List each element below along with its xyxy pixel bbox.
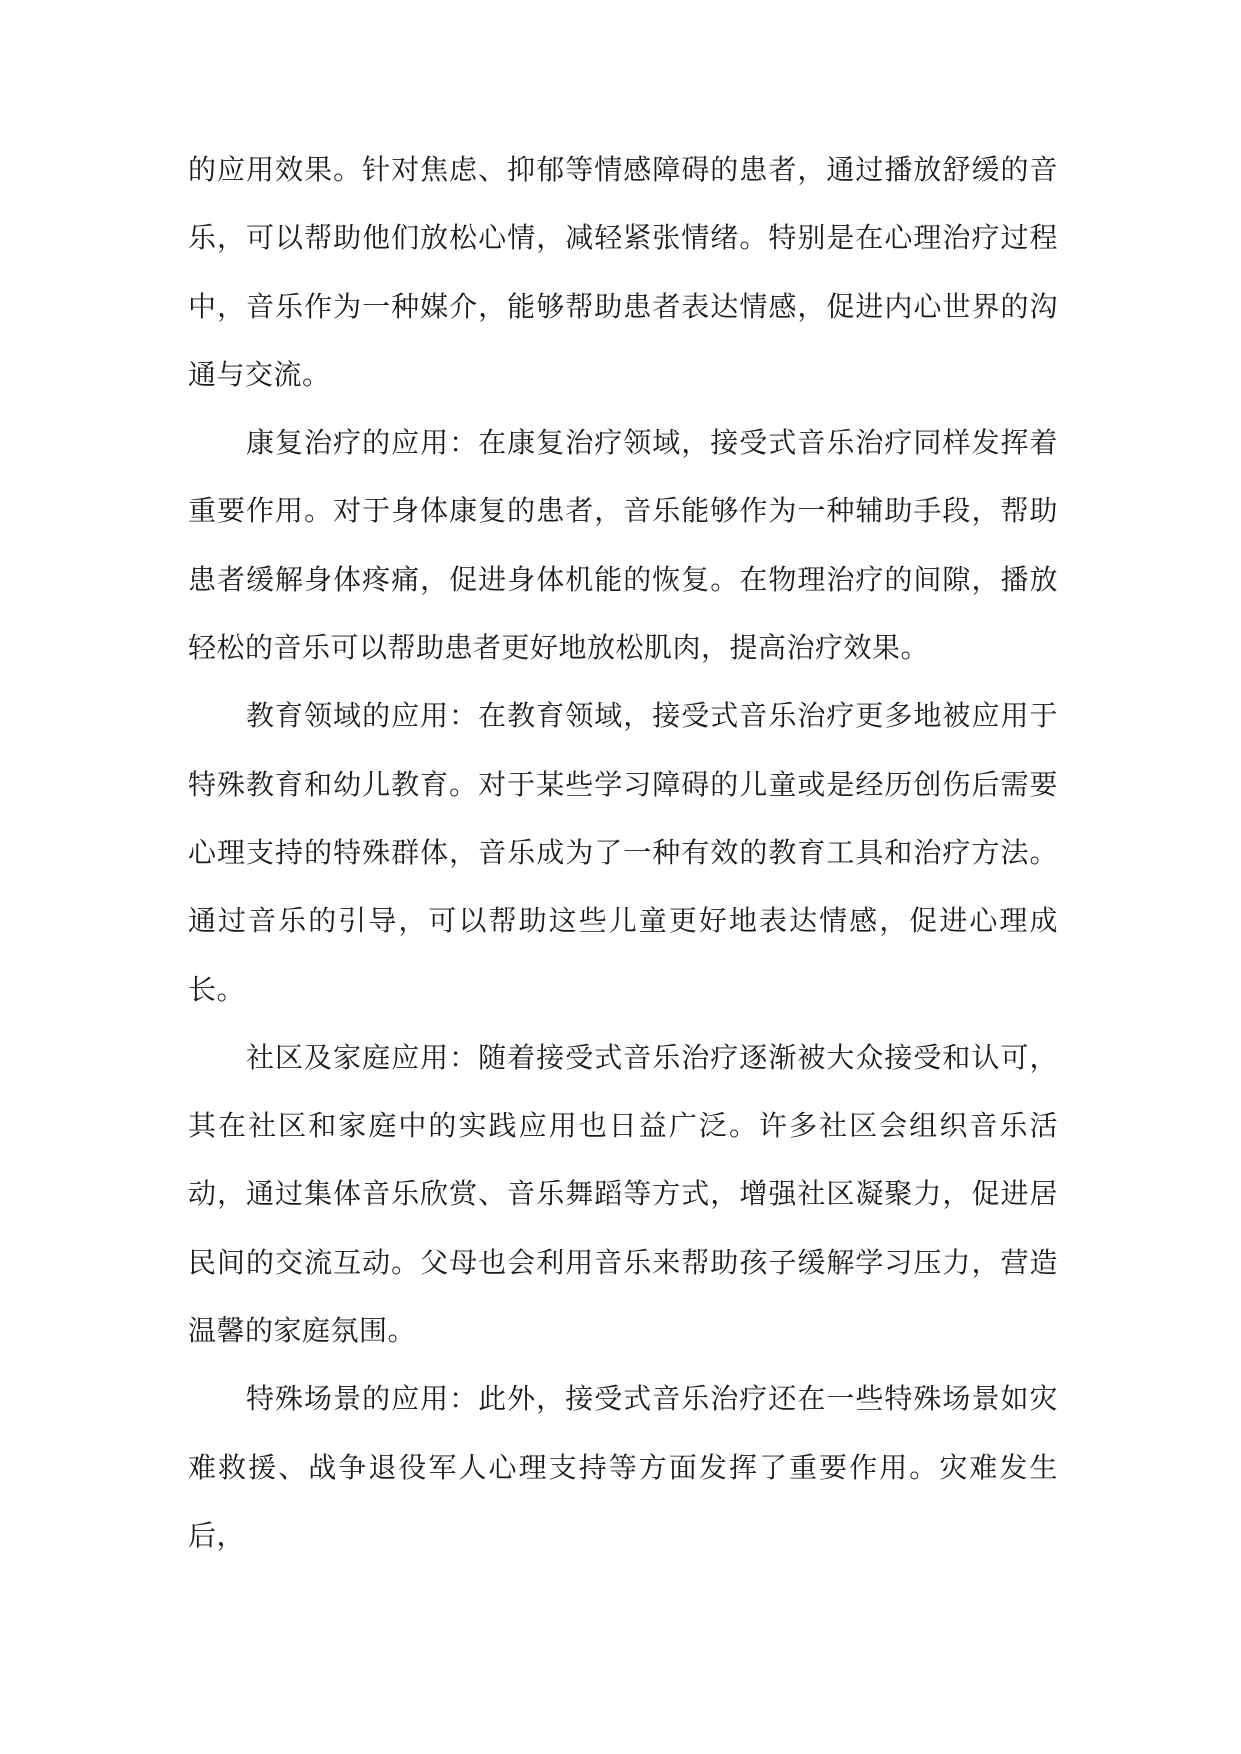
paragraph-rehabilitation: 康复治疗的应用：在康复治疗领域，接受式音乐治疗同样发挥着重要作用。对于身体康复的患者，音乐能够作为一种辅助手段，帮助患者缓解身体疼痛，促进身体机能的恢复。在物理治疗的间隙，播放轻松的音乐可以帮助患者更好地放松肌肉，提高治疗效果。 [188, 426, 1058, 665]
paragraph-education: 教育领域的应用：在教育领域，接受式音乐治疗更多地被应用于特殊教育和幼儿教育。对于某些学习障碍的儿童或是经历创伤后需要心理支持的特殊群体，音乐成为了一种有效的教育工具和治疗方法。通过音乐的引导，可以帮助这些儿童更好地表达情感，促进心理成长。 [188, 699, 1058, 1006]
paragraph-community-family: 社区及家庭应用：随着接受式音乐治疗逐渐被大众接受和认可，其在社区和家庭中的实践应用也日益广泛。许多社区会组织音乐活动，通过集体音乐欣赏、音乐舞蹈等方式，增强社区凝聚力，促进居民间的交流互动。父母也会利用音乐来帮助孩子缓解学习压力，营造温馨的家庭氛围。 [188, 1040, 1058, 1348]
paragraph-intro-continuation: 的应用效果。针对焦虑、抑郁等情感障碍的患者，通过播放舒缓的音乐，可以帮助他们放松心情，减轻紧张情绪。特别是在心理治疗过程中，音乐作为一种媒介，能够帮助患者表达情感，促进内心世界的沟通与交流。 [188, 153, 1058, 391]
paragraph-special-scenarios: 特殊场景的应用：此外，接受式音乐治疗还在一些特殊场景如灾难救援、战争退役军人心理支持等方面发挥了重要作用。灾难发生后， [188, 1382, 1058, 1552]
document-body [188, 136, 1058, 1570]
